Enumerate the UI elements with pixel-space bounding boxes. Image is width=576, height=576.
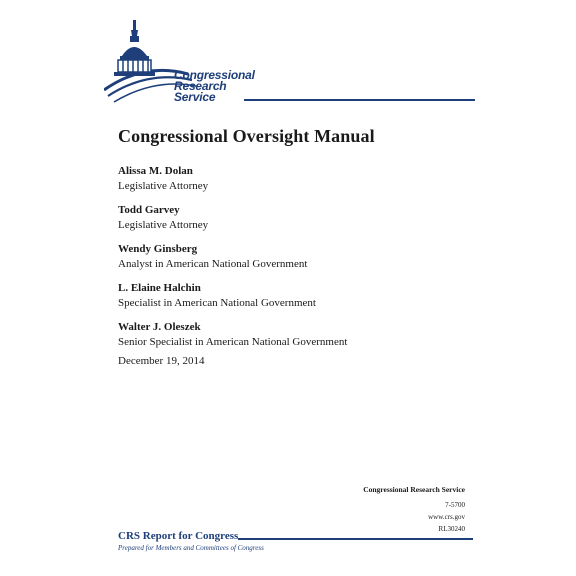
- author-name: Walter J. Oleszek: [118, 321, 201, 333]
- service-website-link[interactable]: www.crs.gov: [428, 513, 465, 521]
- service-phone: 7-5700: [445, 501, 465, 509]
- report-title: Congressional Oversight Manual: [118, 126, 375, 146]
- author-name: Alissa M. Dolan: [118, 165, 193, 177]
- footer-rule: [238, 538, 473, 540]
- logo-line-1: Congressional: [174, 68, 255, 82]
- author-entry: [118, 164, 498, 194]
- author-role: Legislative Attorney: [118, 219, 209, 231]
- author-name: Todd Garvey: [118, 204, 180, 216]
- logo-line-3: Service: [174, 90, 216, 104]
- report-number: RL30240: [438, 525, 465, 533]
- logo-wordmark: [174, 70, 255, 103]
- author-entry: [118, 203, 498, 233]
- author-role: Legislative Attorney: [118, 180, 209, 192]
- author-entry: [118, 242, 498, 272]
- service-info-block: [363, 484, 465, 535]
- author-entry: [118, 281, 498, 311]
- author-role: Analyst in American National Government: [118, 258, 308, 270]
- author-role: Senior Specialist in American National Government: [118, 336, 348, 348]
- logo-line-2: Research: [174, 79, 227, 93]
- footer-subtitle: Prepared for Members and Committees of Congress: [118, 544, 264, 552]
- author-role: Specialist in American National Government: [118, 297, 316, 309]
- report-date: December 19, 2014: [118, 355, 205, 367]
- author-entry: [118, 320, 498, 350]
- footer-title: CRS Report for Congress: [118, 530, 239, 542]
- author-list: [118, 164, 498, 359]
- crs-logo: [104, 16, 474, 106]
- author-name: Wendy Ginsberg: [118, 243, 198, 255]
- logo-rule: [244, 99, 475, 101]
- author-name: L. Elaine Halchin: [118, 282, 201, 294]
- service-name: Congressional Research Service: [363, 485, 465, 494]
